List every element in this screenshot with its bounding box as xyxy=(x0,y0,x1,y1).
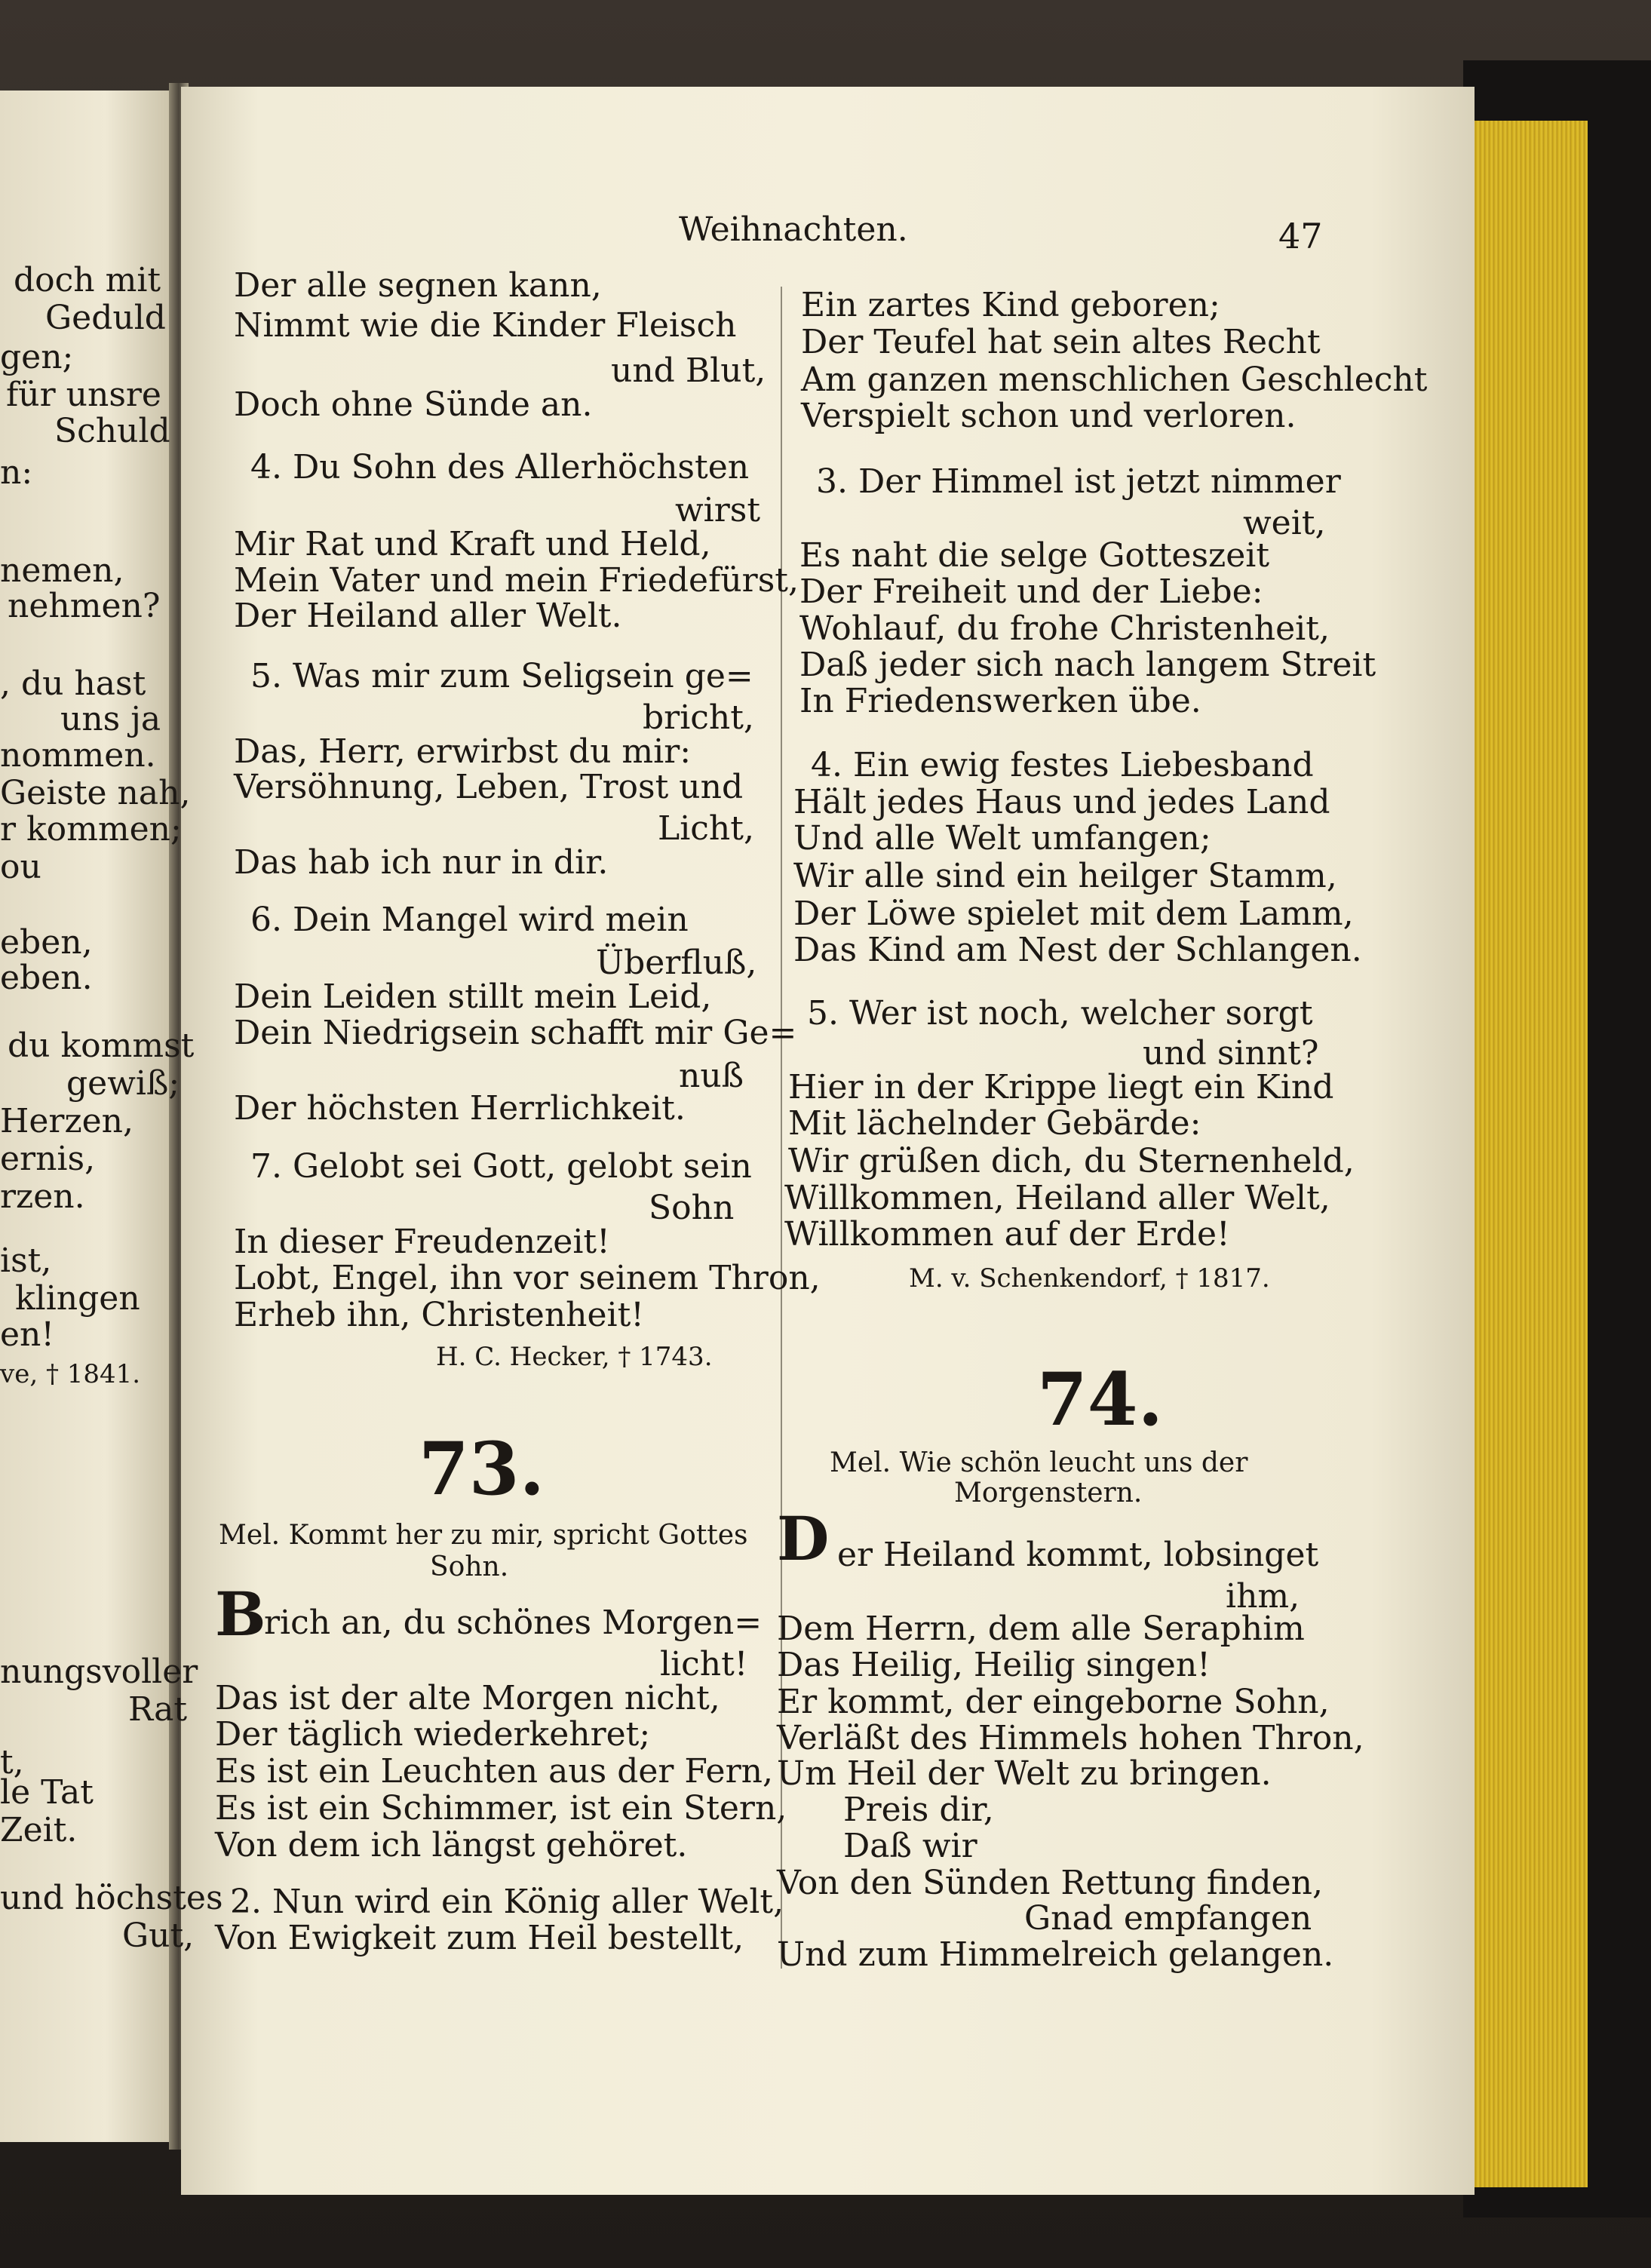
verse-line: weit, xyxy=(1243,504,1326,542)
fragment-line: Schuld xyxy=(54,412,170,450)
verse-line: Wohlauf, du frohe Christenheit, xyxy=(799,609,1330,648)
fragment-line: eben, xyxy=(0,923,93,962)
fragment-line: uns ja xyxy=(60,700,161,738)
verse-line: Und alle Welt umfangen; xyxy=(793,819,1211,858)
melody-line: Morgenstern. xyxy=(954,1478,1143,1508)
verse-line: Der höchsten Herrlichkeit. xyxy=(234,1089,686,1128)
verse-line: Der Freiheit und der Liebe: xyxy=(799,572,1263,611)
verse-line: Mein Vater und mein Friedefürst, xyxy=(234,561,799,600)
verse-line: bricht, xyxy=(643,698,754,737)
fragment-line: n: xyxy=(0,453,33,492)
fragment-line: ve, † 1841. xyxy=(0,1359,141,1389)
verse-line: Gnad empfangen xyxy=(1024,1899,1312,1938)
verse-line: Lobt, Engel, ihn vor seinem Thron, xyxy=(234,1259,821,1297)
fragment-line: le Tat xyxy=(0,1773,94,1812)
verse-line: Das Heilig, Heilig singen! xyxy=(777,1646,1211,1684)
melody-line: Mel. Wie schön leucht uns der xyxy=(830,1447,1248,1478)
hymn-number: 74. xyxy=(1037,1357,1164,1442)
verse-line: Er kommt, der eingeborne Sohn, xyxy=(777,1683,1330,1721)
verse-line: 4. Du Sohn des Allerhöchsten xyxy=(250,448,750,486)
verse-line: Es ist ein Schimmer, ist ein Stern, xyxy=(215,1789,787,1828)
verse-line: Das Kind am Nest der Schlangen. xyxy=(793,931,1362,969)
fragment-line: ernis, xyxy=(0,1140,96,1178)
verse-line: Ein zartes Kind geboren; xyxy=(801,286,1220,324)
verse-line: Preis dir, xyxy=(843,1791,994,1829)
fragment-line: nemen, xyxy=(0,551,124,590)
fragment-line: ou xyxy=(0,848,41,886)
verse-line: Willkommen, Heiland aller Welt, xyxy=(784,1179,1330,1217)
verse-line: licht! xyxy=(660,1645,748,1683)
verse-line: 2. Nun wird ein König aller Welt, xyxy=(230,1883,784,1921)
verse-line: 6. Dein Mangel wird mein xyxy=(250,901,689,939)
verse-line: nuß xyxy=(679,1057,744,1095)
verse-line: Willkommen auf der Erde! xyxy=(784,1215,1230,1254)
verse-line: rich an, du schönes Morgen= xyxy=(264,1604,763,1642)
verse-line: In dieser Freudenzeit! xyxy=(234,1223,610,1261)
verse-line: Dein Leiden stillt mein Leid, xyxy=(234,977,712,1016)
verse-line: Um Heil der Welt zu bringen. xyxy=(777,1754,1272,1793)
fragment-line: nehmen? xyxy=(8,587,161,625)
fragment-line: t, xyxy=(0,1743,24,1782)
fragment-line: Herzen, xyxy=(0,1102,133,1140)
fragment-line: für unsre xyxy=(6,376,161,414)
fragment-line: Zeit. xyxy=(0,1811,78,1849)
fragment-line: klingen xyxy=(15,1279,140,1318)
verse-line: Das, Herr, erwirbst du mir: xyxy=(234,732,692,771)
verse-line: Mir Rat und Kraft und Held, xyxy=(234,525,711,563)
verse-line: ihm, xyxy=(1226,1577,1300,1616)
fragment-line: gen; xyxy=(0,338,74,376)
verse-line: Wir grüßen dich, du Sternenheld, xyxy=(788,1142,1355,1180)
verse-line: und Blut, xyxy=(611,351,766,390)
hymn-author: H. C. Hecker, † 1743. xyxy=(436,1342,713,1372)
verse-line: Mit lächelnder Gebärde: xyxy=(788,1104,1201,1143)
verse-line: Verläßt des Himmels hohen Thron, xyxy=(777,1719,1364,1757)
verse-line: In Friedenswerken übe. xyxy=(799,682,1201,720)
drop-cap: D xyxy=(777,1503,830,1574)
hymn-number: 73. xyxy=(419,1426,545,1511)
verse-line: Das hab ich nur in dir. xyxy=(234,843,609,882)
verse-line: Licht, xyxy=(658,809,754,848)
verse-line: Am ganzen menschlichen Geschlecht xyxy=(801,361,1428,399)
verse-line: 5. Wer ist noch, welcher sorgt xyxy=(807,994,1313,1033)
verse-line: Von dem ich längst gehöret. xyxy=(215,1826,688,1864)
verse-line: Von den Sünden Rettung finden, xyxy=(777,1864,1324,1902)
verse-line: Und zum Himmelreich gelangen. xyxy=(777,1935,1334,1974)
verse-line: Es ist ein Leuchten aus der Fern, xyxy=(215,1752,773,1791)
verse-line: Von Ewigkeit zum Heil bestellt, xyxy=(215,1919,744,1957)
fragment-line: doch mit xyxy=(14,261,161,299)
verse-line: und sinnt? xyxy=(1143,1034,1319,1073)
verse-line: Sohn xyxy=(649,1189,735,1227)
verse-line: er Heiland kommt, lobsinget xyxy=(837,1536,1319,1574)
verse-line: Dein Niedrigsein schafft mir Ge= xyxy=(234,1014,797,1052)
melody-line: Sohn. xyxy=(430,1551,509,1582)
fragment-line: gewiß; xyxy=(66,1064,180,1103)
gilded-page-edge xyxy=(1467,121,1588,2187)
verse-line: 3. Der Himmel ist jetzt nimmer xyxy=(816,462,1341,501)
verse-line: Überfluß, xyxy=(596,944,757,982)
verse-line: Nimmt wie die Kinder Fleisch xyxy=(234,306,737,345)
fragment-line: ist, xyxy=(0,1241,52,1280)
verse-line: Hält jedes Haus und jedes Land xyxy=(793,783,1330,821)
fragment-line: Geiste nah, xyxy=(0,774,191,812)
verse-line: Daß wir xyxy=(843,1827,977,1865)
fragment-line: en! xyxy=(0,1315,55,1354)
fragment-line: , du hast xyxy=(0,664,146,703)
verse-line: Es naht die selge Gotteszeit xyxy=(799,536,1270,575)
fragment-line: du kommst xyxy=(8,1027,195,1065)
verse-line: Der alle segnen kann, xyxy=(234,266,602,305)
verse-line: Hier in der Krippe liegt ein Kind xyxy=(788,1068,1334,1106)
verse-line: Doch ohne Sünde an. xyxy=(234,385,593,424)
verse-line: Das ist der alte Morgen nicht, xyxy=(215,1679,720,1717)
verse-line: wirst xyxy=(675,491,761,529)
hymn-author: M. v. Schenkendorf, † 1817. xyxy=(909,1263,1270,1294)
running-header: Weihnachten. xyxy=(679,210,908,249)
verse-line: Erheb ihn, Christenheit! xyxy=(234,1296,644,1334)
verse-line: Der Teufel hat sein altes Recht xyxy=(801,323,1321,361)
fragment-line: nommen. xyxy=(0,736,156,775)
fragment-line: eben. xyxy=(0,959,93,997)
verse-line: 7. Gelobt sei Gott, gelobt sein xyxy=(250,1147,752,1186)
fragment-line: r kommen; xyxy=(0,810,182,849)
verse-line: Dem Herrn, dem alle Seraphim xyxy=(777,1610,1305,1648)
verse-line: Daß jeder sich nach langem Streit xyxy=(799,646,1376,684)
verse-line: 4. Ein ewig festes Liebesband xyxy=(811,746,1314,784)
drop-cap: B xyxy=(215,1579,266,1650)
page-number: 47 xyxy=(1278,216,1323,256)
verse-line: Der täglich wiederkehret; xyxy=(215,1715,651,1754)
fragment-line: und höchstes xyxy=(0,1879,223,1917)
verse-line: Der Heiland aller Welt. xyxy=(234,597,622,635)
verse-line: Der Löwe spielet mit dem Lamm, xyxy=(793,895,1354,933)
melody-line: Mel. Kommt her zu mir, spricht Gottes xyxy=(219,1520,748,1551)
fragment-line: nungsvoller xyxy=(0,1653,198,1691)
verse-line: Wir alle sind ein heilger Stamm, xyxy=(793,857,1337,895)
fragment-line: Geduld xyxy=(45,299,166,337)
verse-line: Verspielt schon und verloren. xyxy=(801,397,1297,435)
fragment-line: rzen. xyxy=(0,1177,85,1216)
verse-line: 5. Was mir zum Seligsein ge= xyxy=(250,657,753,695)
fragment-line: Rat xyxy=(128,1690,188,1729)
verse-line: Versöhnung, Leben, Trost und xyxy=(234,768,744,806)
fragment-line: Gut, xyxy=(122,1917,195,1955)
